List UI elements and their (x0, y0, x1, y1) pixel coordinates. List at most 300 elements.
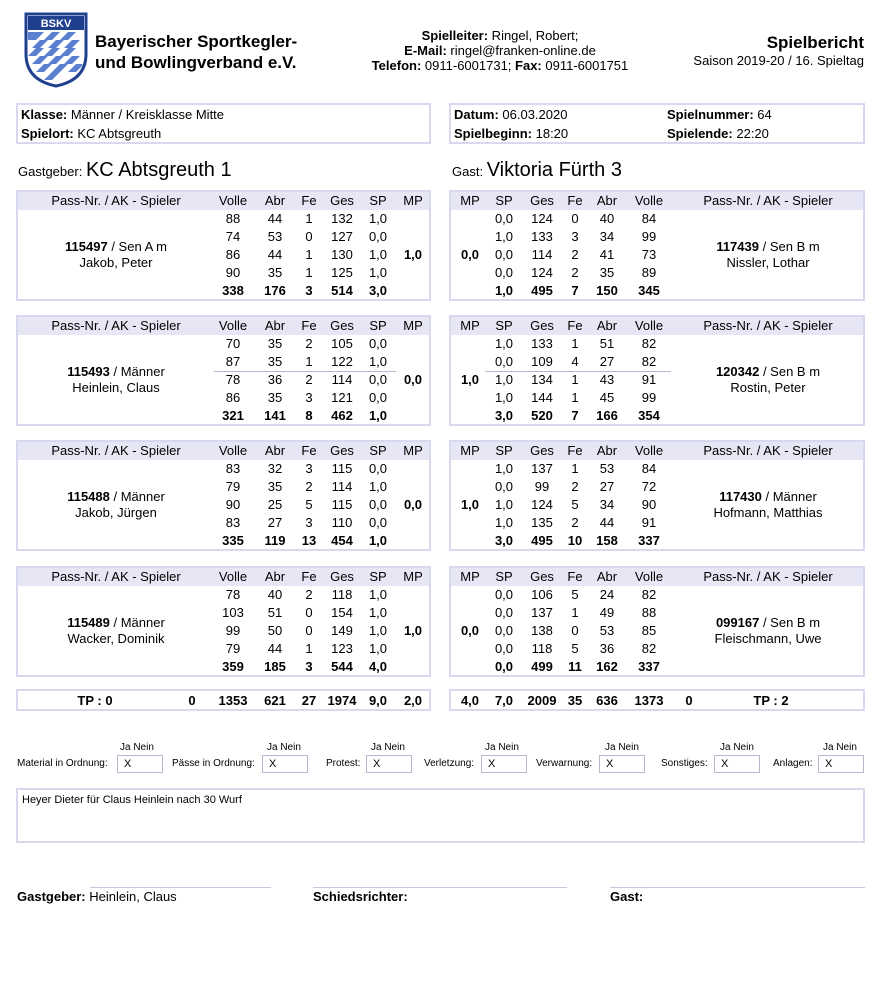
player-pass-line (18, 364, 214, 380)
score-cell-sp: 1,0 (494, 372, 514, 387)
total-cell-abr: 119 (264, 533, 286, 548)
col-header-abr: Abr (596, 569, 618, 584)
total-cell-fe: 3 (305, 283, 313, 298)
player-mp: 0,0 (403, 372, 423, 387)
player-pass-number: 117439 (716, 239, 759, 254)
ja-nein-header: Ja Nein (720, 742, 754, 753)
score-cell-fe: 1 (305, 354, 313, 369)
total-cell-ges: 514 (331, 283, 353, 298)
score-cell-volle: 90 (225, 265, 241, 280)
total-cell-ges: 495 (531, 283, 553, 298)
player-pass-line (673, 615, 863, 631)
player-name: Jakob, Jürgen (75, 505, 157, 520)
score-cell-volle: 88 (225, 211, 241, 226)
player-pass-line (18, 239, 214, 255)
ja-nein-header: Ja Nein (485, 742, 519, 753)
home-player-info (18, 239, 214, 271)
col-header-sp: SP (495, 569, 513, 584)
col-header-ges: Ges (530, 318, 554, 333)
player-pass-line (673, 239, 863, 255)
ja-nein-header: Ja Nein (823, 742, 857, 753)
score-cell-fe: 3 (305, 515, 313, 530)
total-cell-volle: 338 (222, 283, 244, 298)
check-box[interactable]: X (262, 755, 308, 773)
score-cell-fe: 1 (571, 390, 579, 405)
col-header-sp: SP (495, 318, 513, 333)
score-cell-fe: 0 (305, 623, 313, 638)
total-cell-sp: 3,0 (494, 408, 514, 423)
score-cell-volle: 79 (225, 479, 241, 494)
score-cell-sp: 0,0 (494, 354, 514, 369)
check-box[interactable]: X (714, 755, 760, 773)
player-pass-line (18, 615, 214, 631)
score-cell-ges: 149 (331, 623, 353, 638)
player-pass-number: 115488 (67, 489, 110, 504)
spielort-value: KC Abtsgreuth (73, 126, 162, 141)
col-header-mp: MP (403, 569, 423, 584)
home-player-block (16, 566, 431, 677)
total-cell-fe: 13 (301, 533, 317, 548)
score-cell-sp: 1,0 (494, 390, 514, 405)
col-header-fe: Fe (301, 569, 317, 584)
score-cell-fe: 4 (571, 354, 579, 369)
score-cell-ges: 121 (331, 390, 353, 405)
score-cell-volle: 82 (641, 336, 657, 351)
referee-signature-label: Schiedsrichter: (313, 889, 408, 904)
home-player-info (18, 364, 214, 396)
score-cell-fe: 5 (571, 641, 579, 656)
player-mp: 0,0 (460, 247, 480, 262)
total-cell-fe: 7 (571, 283, 579, 298)
col-header-sp: SP (369, 443, 387, 458)
score-cell-sp: 0,0 (368, 372, 388, 387)
host-signature-value: Heinlein, Claus (85, 889, 177, 904)
score-cell-abr: 51 (267, 605, 283, 620)
player-pass-number: 120342 (715, 364, 760, 379)
player-age-class: / Männer (761, 489, 817, 504)
score-cell-abr: 27 (599, 479, 615, 494)
email-label: E-Mail: (404, 43, 447, 58)
score-cell-abr: 36 (267, 372, 283, 387)
report-title-block (693, 33, 864, 69)
check-box[interactable]: X (481, 755, 527, 773)
score-cell-sp: 0,0 (494, 641, 514, 656)
total-cell-ges: 495 (531, 533, 553, 548)
player-age-class: / Männer (109, 489, 165, 504)
score-cell-abr: 53 (267, 229, 283, 244)
player-mp: 0,0 (403, 497, 423, 512)
score-cell-fe: 2 (571, 247, 579, 262)
check-label: Material in Ordnung: (17, 758, 108, 769)
total-cell-abr: 166 (596, 408, 618, 423)
score-cell-ges: 127 (331, 229, 353, 244)
match-info-left (16, 103, 431, 144)
guest-total-abr: 636 (596, 693, 618, 708)
fax-value: 0911-6001751 (541, 58, 629, 73)
match-info-right (449, 103, 865, 144)
score-cell-volle: 82 (641, 587, 657, 602)
col-header-ges: Ges (330, 318, 354, 333)
score-cell-ges: 122 (331, 354, 353, 369)
total-cell-sp: 1,0 (368, 533, 388, 548)
total-cell-fe: 7 (571, 408, 579, 423)
player-name: Wacker, Dominik (67, 631, 165, 646)
score-cell-sp: 1,0 (368, 265, 388, 280)
season-text: Saison 2019-20 / 16. Spieltag (693, 53, 864, 68)
score-cell-fe: 2 (305, 336, 313, 351)
col-header-mp: MP (460, 318, 480, 333)
col-header-ges: Ges (530, 193, 554, 208)
score-cell-sp: 1,0 (368, 354, 388, 369)
col-header-sp: SP (369, 318, 387, 333)
player-name: Jakob, Peter (79, 255, 153, 270)
player-age-class: / Sen B m (759, 615, 821, 630)
player-pass-number: 099167 (715, 615, 760, 630)
score-cell-abr: 44 (267, 247, 283, 262)
player-pass-number: 115493 (67, 364, 110, 379)
player-pass-number: 117430 (719, 489, 762, 504)
col-header-mp: MP (403, 318, 423, 333)
score-cell-abr: 41 (599, 247, 615, 262)
home-player-block (16, 315, 431, 426)
score-cell-ges: 134 (531, 372, 553, 387)
score-cell-volle: 99 (641, 229, 657, 244)
spielleiter-label: Spielleiter: (421, 28, 489, 43)
player-pass-line (673, 364, 863, 380)
total-cell-abr: 185 (264, 659, 286, 674)
score-cell-volle: 78 (225, 372, 241, 387)
check-label: Pässe in Ordnung: (172, 758, 255, 769)
score-cell-volle: 73 (641, 247, 657, 262)
total-cell-volle: 345 (638, 283, 660, 298)
col-header-volle: Volle (634, 443, 664, 458)
player-age-class: / Männer (109, 615, 165, 630)
spielnummer-value: 64 (753, 107, 772, 122)
score-cell-sp: 1,0 (368, 605, 388, 620)
logo-shield-icon (24, 10, 88, 88)
score-cell-ges: 123 (331, 641, 353, 656)
guest-signature-line (610, 887, 865, 888)
spielende-value: 22:20 (732, 126, 769, 141)
klasse-value: Männer / Kreisklasse Mitte (67, 107, 225, 122)
ja-nein-header: Ja Nein (605, 742, 639, 753)
col-header-volle: Volle (218, 193, 248, 208)
score-cell-volle: 83 (225, 515, 241, 530)
score-cell-sp: 1,0 (494, 461, 514, 476)
check-label: Anlagen: (773, 758, 813, 769)
page-title: Spielbericht (766, 33, 864, 52)
home-player-block (16, 440, 431, 551)
score-cell-fe: 0 (571, 623, 579, 638)
host-signature-line (90, 887, 271, 888)
score-cell-sp: 1,0 (368, 211, 388, 226)
org-name-line2: und Bowlingverband e.V. (95, 53, 297, 72)
total-cell-ges: 544 (331, 659, 353, 674)
home-team-prefix: Gastgeber: (18, 164, 83, 179)
col-header-volle: Volle (218, 443, 248, 458)
referee-signature (313, 889, 408, 904)
check-box[interactable]: X (599, 755, 645, 773)
spielbeginn-value: 18:20 (532, 126, 569, 141)
col-header-volle: Volle (634, 193, 664, 208)
col-header-abr: Abr (264, 443, 286, 458)
player-pass-number: 115497 (65, 239, 108, 254)
score-cell-abr: 36 (599, 641, 615, 656)
col-header-fe: Fe (301, 193, 317, 208)
total-cell-ges: 454 (331, 533, 353, 548)
col-header-sp: SP (369, 569, 387, 584)
guest-total-sp: 7,0 (494, 693, 514, 708)
check-box[interactable]: X (366, 755, 412, 773)
col-header-player: Pass-Nr. / AK - Spieler (703, 318, 833, 333)
player-mp: 0,0 (460, 623, 480, 638)
score-cell-volle: 90 (641, 497, 657, 512)
player-name: Nissler, Lothar (726, 255, 810, 270)
home-totals-zero: 0 (188, 693, 196, 708)
player-age-class: / Sen B m (758, 239, 820, 254)
score-cell-sp: 1,0 (368, 247, 388, 262)
score-cell-fe: 1 (571, 461, 579, 476)
guest-player-info (673, 489, 863, 521)
guest-player-block (449, 315, 865, 426)
score-cell-fe: 3 (305, 390, 313, 405)
remarks-text: Heyer Dieter für Claus Heinlein nach 30 Wurf (22, 794, 242, 806)
score-cell-abr: 35 (267, 336, 283, 351)
score-cell-volle: 86 (225, 247, 241, 262)
score-cell-fe: 2 (305, 587, 313, 602)
player-pass-line (673, 489, 863, 505)
col-header-player: Pass-Nr. / AK - Spieler (51, 443, 181, 458)
score-cell-sp: 0,0 (494, 211, 514, 226)
score-cell-fe: 1 (305, 211, 313, 226)
score-cell-abr: 34 (599, 497, 615, 512)
score-cell-abr: 51 (599, 336, 615, 351)
score-cell-ges: 114 (331, 372, 353, 387)
guest-player-block (449, 190, 865, 301)
player-mp: 1,0 (403, 623, 423, 638)
score-cell-sp: 0,0 (368, 390, 388, 405)
total-cell-sp: 1,0 (368, 408, 388, 423)
bskv-logo (24, 10, 88, 88)
score-cell-ges: 135 (531, 515, 553, 530)
score-cell-sp: 0,0 (368, 515, 388, 530)
guest-player-block (449, 566, 865, 677)
score-cell-fe: 1 (571, 605, 579, 620)
score-cell-fe: 5 (571, 497, 579, 512)
col-header-volle: Volle (218, 569, 248, 584)
spielnummer-label: Spielnummer: (667, 107, 754, 122)
total-cell-abr: 141 (264, 408, 286, 423)
score-cell-ges: 124 (531, 265, 553, 280)
host-signature-label: Gastgeber: (17, 889, 86, 904)
player-age-class: / Männer (109, 364, 165, 379)
score-cell-sp: 0,0 (368, 336, 388, 351)
guest-team-title (452, 159, 622, 182)
score-cell-volle: 74 (225, 229, 241, 244)
col-header-player: Pass-Nr. / AK - Spieler (703, 193, 833, 208)
score-cell-ges: 144 (531, 390, 553, 405)
score-cell-abr: 24 (599, 587, 615, 602)
col-header-ges: Ges (530, 569, 554, 584)
score-cell-fe: 2 (571, 515, 579, 530)
score-cell-volle: 88 (641, 605, 657, 620)
col-header-sp: SP (369, 193, 387, 208)
telefon-label: Telefon: (371, 58, 422, 73)
guest-team-name: Viktoria Fürth 3 (486, 159, 622, 181)
org-name (95, 31, 297, 73)
col-header-player: Pass-Nr. / AK - Spieler (703, 569, 833, 584)
score-cell-ges: 130 (331, 247, 353, 262)
score-cell-abr: 35 (599, 265, 615, 280)
score-cell-sp: 0,0 (494, 587, 514, 602)
home-team-title (18, 159, 232, 182)
score-cell-volle: 72 (641, 479, 657, 494)
score-cell-ges: 114 (331, 479, 353, 494)
score-cell-abr: 35 (267, 390, 283, 405)
score-cell-volle: 82 (641, 354, 657, 369)
guest-player-info (673, 239, 863, 271)
score-cell-abr: 35 (267, 265, 283, 280)
ja-nein-header: Ja Nein (120, 742, 154, 753)
score-cell-abr: 35 (267, 479, 283, 494)
col-header-volle: Volle (634, 318, 664, 333)
col-header-fe: Fe (301, 318, 317, 333)
total-cell-ges: 462 (331, 408, 353, 423)
score-cell-sp: 1,0 (368, 479, 388, 494)
guest-total-ges: 2009 (527, 693, 557, 708)
score-cell-abr: 25 (267, 497, 283, 512)
score-cell-volle: 85 (641, 623, 657, 638)
score-cell-ges: 118 (531, 641, 553, 656)
score-cell-fe: 3 (571, 229, 579, 244)
datum-label: Datum: (454, 107, 499, 122)
col-header-player: Pass-Nr. / AK - Spieler (51, 193, 181, 208)
total-cell-abr: 150 (596, 283, 618, 298)
score-cell-abr: 44 (599, 515, 615, 530)
check-box[interactable]: X (117, 755, 163, 773)
score-cell-volle: 70 (225, 336, 241, 351)
score-cell-volle: 91 (641, 372, 657, 387)
total-cell-volle: 359 (222, 659, 244, 674)
score-cell-fe: 2 (571, 479, 579, 494)
check-box[interactable]: X (818, 755, 864, 773)
player-pass-number: 115489 (67, 615, 110, 630)
score-cell-volle: 82 (641, 641, 657, 656)
total-cell-fe: 11 (568, 659, 582, 674)
guest-player-info (673, 364, 863, 396)
home-player-info (18, 615, 214, 647)
total-cell-abr: 162 (596, 659, 618, 674)
score-cell-fe: 1 (305, 641, 313, 656)
col-header-mp: MP (460, 443, 480, 458)
score-cell-ges: 137 (531, 605, 553, 620)
guest-total-mp: 4,0 (460, 693, 480, 708)
spielende-label: Spielende: (667, 126, 733, 141)
score-cell-ges: 137 (531, 461, 553, 476)
score-cell-sp: 0,0 (368, 461, 388, 476)
score-cell-fe: 5 (305, 497, 313, 512)
score-cell-sp: 1,0 (368, 623, 388, 638)
score-cell-ges: 138 (531, 623, 553, 638)
home-total-sp: 9,0 (368, 693, 388, 708)
remarks-box[interactable] (16, 788, 865, 843)
col-header-sp: SP (495, 193, 513, 208)
org-name-line1: Bayerischer Sportkegler- (95, 32, 298, 51)
col-header-mp: MP (403, 193, 423, 208)
col-header-ges: Ges (330, 193, 354, 208)
score-cell-ges: 114 (531, 247, 553, 262)
score-cell-sp: 1,0 (494, 497, 514, 512)
score-cell-ges: 110 (331, 515, 353, 530)
total-cell-fe: 10 (567, 533, 583, 548)
fax-label: Fax: (515, 58, 542, 73)
score-cell-ges: 133 (531, 336, 553, 351)
player-name: Rostin, Peter (730, 380, 806, 395)
total-cell-fe: 8 (305, 408, 313, 423)
col-header-player: Pass-Nr. / AK - Spieler (51, 318, 181, 333)
player-name: Hofmann, Matthias (713, 505, 823, 520)
contact-block (340, 28, 660, 73)
score-cell-abr: 50 (267, 623, 283, 638)
col-header-ges: Ges (330, 569, 354, 584)
col-header-ges: Ges (530, 443, 554, 458)
score-cell-volle: 90 (225, 497, 241, 512)
score-cell-ges: 124 (531, 497, 553, 512)
score-cell-abr: 32 (267, 461, 283, 476)
player-age-class: / Sen B m (759, 364, 821, 379)
col-header-player: Pass-Nr. / AK - Spieler (703, 443, 833, 458)
score-cell-ges: 118 (331, 587, 353, 602)
check-label: Sonstiges: (661, 758, 708, 769)
total-cell-sp: 3,0 (368, 283, 388, 298)
score-cell-fe: 0 (305, 605, 313, 620)
score-cell-sp: 0,0 (494, 623, 514, 638)
player-name: Fleischmann, Uwe (714, 631, 822, 646)
score-cell-abr: 34 (599, 229, 615, 244)
score-cell-fe: 1 (305, 265, 313, 280)
score-cell-fe: 1 (571, 336, 579, 351)
score-cell-volle: 89 (641, 265, 657, 280)
total-cell-sp: 3,0 (494, 533, 514, 548)
email-value[interactable]: ringel@franken-online.de (446, 43, 596, 58)
guest-totals-row (449, 689, 865, 711)
col-header-abr: Abr (264, 193, 286, 208)
total-cell-sp: 0,0 (494, 659, 514, 674)
col-header-abr: Abr (596, 443, 618, 458)
datum-value: 06.03.2020 (498, 107, 568, 122)
score-cell-abr: 45 (599, 390, 615, 405)
col-header-abr: Abr (264, 318, 286, 333)
score-cell-sp: 1,0 (368, 587, 388, 602)
col-header-volle: Volle (634, 569, 664, 584)
total-cell-sp: 1,0 (494, 283, 514, 298)
score-cell-fe: 3 (305, 461, 313, 476)
guest-tp: TP : 2 (753, 693, 789, 708)
score-cell-abr: 27 (267, 515, 283, 530)
score-cell-sp: 1,0 (494, 336, 514, 351)
col-header-volle: Volle (218, 318, 248, 333)
score-cell-fe: 2 (305, 479, 313, 494)
score-cell-volle: 84 (641, 211, 657, 226)
score-cell-volle: 83 (225, 461, 241, 476)
ja-nein-header: Ja Nein (371, 742, 405, 753)
col-header-abr: Abr (264, 569, 286, 584)
host-signature (17, 889, 177, 904)
col-header-fe: Fe (567, 193, 583, 208)
player-age-class: / Sen A m (107, 239, 167, 254)
home-total-abr: 621 (264, 693, 286, 708)
player-name: Heinlein, Claus (72, 380, 160, 395)
